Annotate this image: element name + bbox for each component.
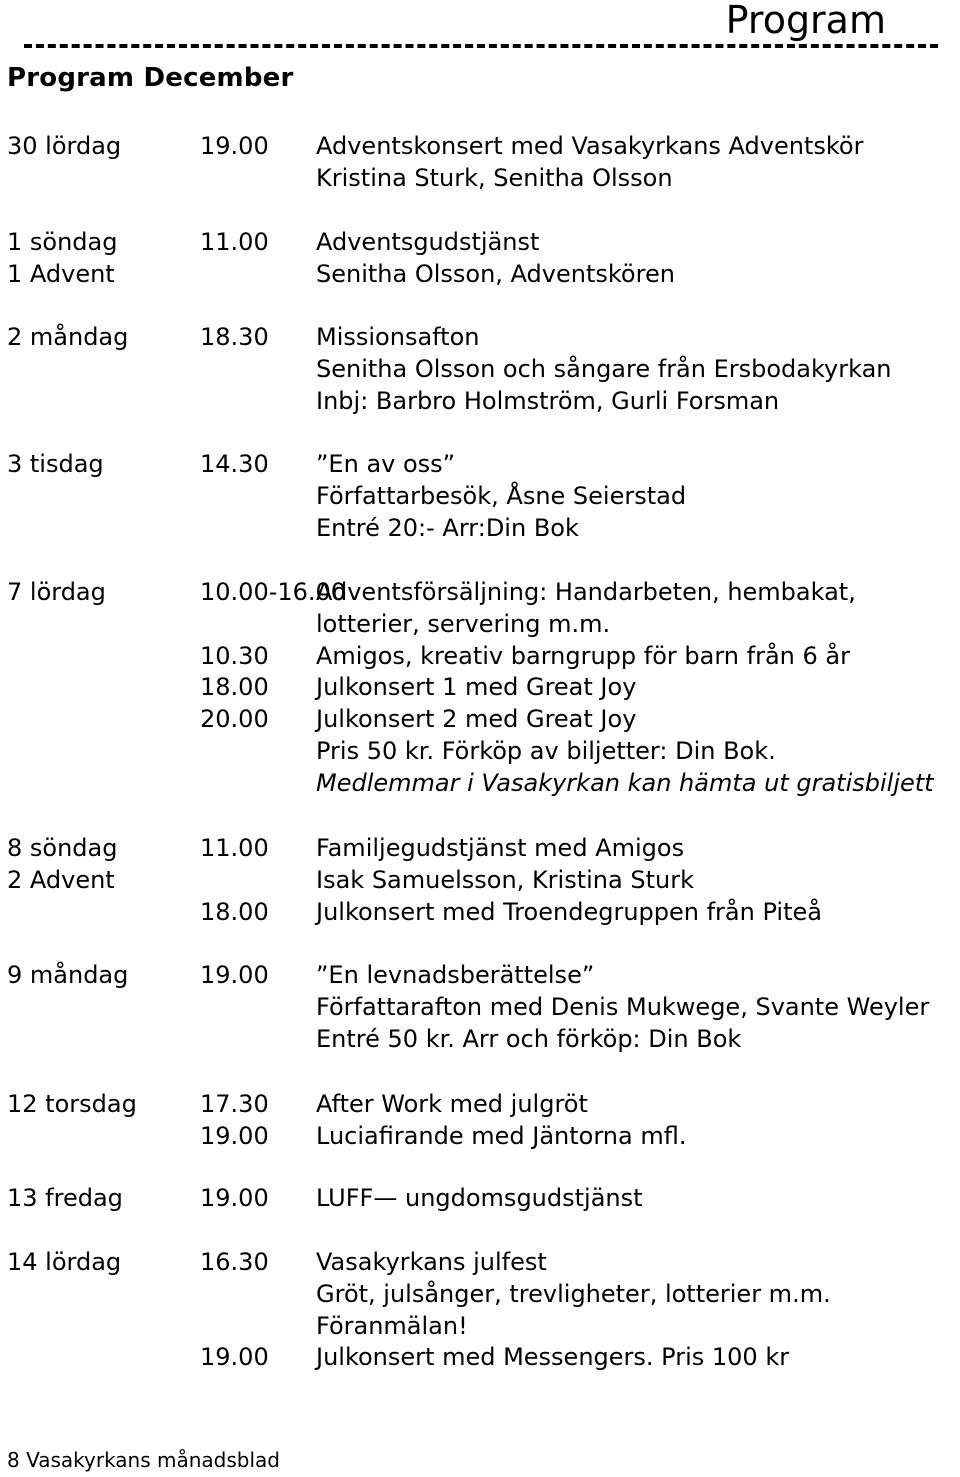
event-description: LUFF— ungdomsgudstjänst xyxy=(316,1184,643,1212)
event-time: 18.00 xyxy=(200,673,269,702)
event-description: Inbj: Barbro Holmström, Gurli Forsman xyxy=(316,386,780,415)
event-description: Missionsafton xyxy=(316,323,480,351)
event-description: Senitha Olsson och sångare från Ersbodakyrkan xyxy=(316,354,892,383)
event-row xyxy=(0,1089,960,1121)
event-description: Adventsförsäljning: Handarbeten, hembakat, xyxy=(316,578,856,606)
event-description: Adventskonsert med Vasakyrkans Adventskör xyxy=(316,132,864,160)
event-description: Julkonsert med Messengers. Pris 100 kr xyxy=(316,1343,790,1372)
event-day: 7 lördag xyxy=(7,578,106,606)
event-row xyxy=(0,960,960,992)
event-time: 16.30 xyxy=(200,1248,269,1276)
event-description: After Work med julgröt xyxy=(316,1090,588,1118)
event-time: 18.30 xyxy=(200,323,269,351)
event-row xyxy=(0,163,960,195)
program-event xyxy=(0,131,960,195)
event-time: 19.00 xyxy=(200,132,269,160)
event-description: Gröt, julsånger, trevligheter, lotterier m.m. xyxy=(316,1279,831,1308)
event-row xyxy=(0,992,960,1024)
event-row xyxy=(0,672,960,704)
event-description: Pris 50 kr. Förköp av biljetter: Din Bok. xyxy=(316,736,776,765)
event-time: 19.00 xyxy=(200,961,269,989)
event-day: 1 söndag xyxy=(7,228,118,256)
event-time: 11.00 xyxy=(200,834,269,862)
event-description: Isak Samuelsson, Kristina Sturk xyxy=(316,865,694,894)
event-description: Kristina Sturk, Senitha Olsson xyxy=(316,163,673,192)
event-description: Senitha Olsson, Adventskören xyxy=(316,259,675,288)
event-time: 10.30 xyxy=(200,641,269,670)
event-row xyxy=(0,449,960,481)
event-row xyxy=(0,481,960,513)
event-row xyxy=(0,322,960,354)
event-description: Adventsgudstjänst xyxy=(316,228,540,256)
event-row xyxy=(0,768,960,800)
event-row xyxy=(0,1121,960,1153)
program-event xyxy=(0,833,960,928)
event-row xyxy=(0,1183,960,1215)
page-header xyxy=(0,0,960,60)
event-time: 19.00 xyxy=(200,1121,269,1150)
event-row xyxy=(0,736,960,768)
event-day: 1 Advent xyxy=(7,259,115,288)
event-row xyxy=(0,1279,960,1311)
event-row xyxy=(0,354,960,386)
event-row xyxy=(0,1247,960,1279)
page-footer: 8 Vasakyrkans månadsblad xyxy=(7,1448,280,1472)
program-event xyxy=(0,449,960,544)
event-description: Entré 50 kr. Arr och förköp: Din Bok xyxy=(316,1024,742,1053)
event-day: 2 måndag xyxy=(7,323,129,351)
event-row xyxy=(0,513,960,545)
event-row xyxy=(0,641,960,673)
event-time: 14.30 xyxy=(200,450,269,478)
event-description: ”En levnadsberättelse” xyxy=(316,961,595,989)
program-event xyxy=(0,227,960,291)
event-description: Julkonsert 2 med Great Joy xyxy=(316,705,637,734)
event-row xyxy=(0,1024,960,1056)
event-description: Vasakyrkans julfest xyxy=(316,1248,547,1276)
event-row xyxy=(0,1342,960,1374)
event-time: 10.00-16.00 xyxy=(200,578,347,606)
event-row xyxy=(0,704,960,736)
event-row xyxy=(0,833,960,865)
event-day: 3 tisdag xyxy=(7,450,104,478)
event-row xyxy=(0,131,960,163)
event-day: 14 lördag xyxy=(7,1248,122,1276)
event-description: Luciafirande med Jäntorna mfl. xyxy=(316,1121,687,1150)
event-row xyxy=(0,227,960,259)
event-day: 9 måndag xyxy=(7,961,129,989)
event-description: Julkonsert 1 med Great Joy xyxy=(316,673,637,702)
program-event xyxy=(0,1247,960,1374)
event-description: Författarafton med Denis Mukwege, Svante Weyler xyxy=(316,992,930,1021)
event-time: 19.00 xyxy=(200,1184,269,1212)
program-event xyxy=(0,960,960,1055)
event-day: 13 fredag xyxy=(7,1184,123,1212)
event-description: Författarbesök, Åsne Seierstad xyxy=(316,481,687,510)
program-event xyxy=(0,1089,960,1153)
page-title: Program xyxy=(725,0,886,42)
program-event xyxy=(0,577,960,800)
event-row xyxy=(0,897,960,929)
event-day: 8 söndag xyxy=(7,834,118,862)
event-row xyxy=(0,865,960,897)
event-time: 19.00 xyxy=(200,1343,269,1372)
event-description: ”En av oss” xyxy=(316,450,456,478)
event-row xyxy=(0,1311,960,1343)
event-description: Föranmälan! xyxy=(316,1311,468,1340)
event-day: 30 lördag xyxy=(7,132,122,160)
event-description: Julkonsert med Troendegruppen från Piteå xyxy=(316,897,822,926)
event-row xyxy=(0,609,960,641)
event-description: lotterier, servering m.m. xyxy=(316,609,611,638)
event-description: Medlemmar i Vasakyrkan kan hämta ut gratisbiljett xyxy=(316,768,934,797)
event-description: Entré 20:- Arr:Din Bok xyxy=(316,513,579,542)
event-description: Familjegudstjänst med Amigos xyxy=(316,834,685,862)
event-day: 2 Advent xyxy=(7,865,115,894)
program-event xyxy=(0,322,960,417)
dashed-divider xyxy=(24,44,938,48)
event-time: 18.00 xyxy=(200,897,269,926)
event-row xyxy=(0,577,960,609)
event-row xyxy=(0,386,960,418)
event-time: 17.30 xyxy=(200,1090,269,1118)
program-event xyxy=(0,1183,960,1215)
section-title: Program December xyxy=(7,63,294,93)
event-description: Amigos, kreativ barngrupp för barn från 6 år xyxy=(316,641,850,670)
event-row xyxy=(0,259,960,291)
event-time: 20.00 xyxy=(200,705,269,734)
event-day: 12 torsdag xyxy=(7,1090,137,1118)
event-time: 11.00 xyxy=(200,228,269,256)
